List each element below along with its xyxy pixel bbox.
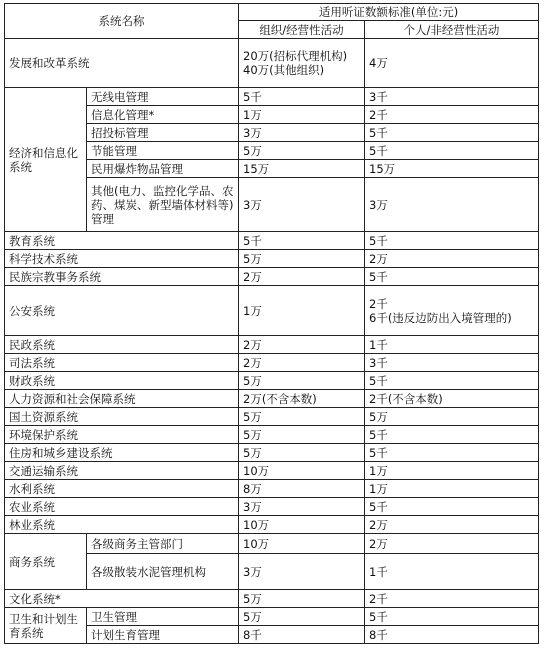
personal-amount: 2千 xyxy=(365,590,539,608)
personal-amount: 2千 xyxy=(365,106,539,124)
personal-amount: 5千 xyxy=(365,268,539,286)
org-amount: 5万 xyxy=(239,142,365,160)
system-name: 卫生和计划生育系统 xyxy=(5,608,87,644)
system-name: 林业系统 xyxy=(5,516,239,534)
org-amount: 2万 xyxy=(239,354,365,372)
personal-amount: 5千 xyxy=(365,444,539,462)
system-name: 公安系统 xyxy=(5,286,239,336)
system-name: 发展和改革系统 xyxy=(5,39,239,88)
personal-amount xyxy=(365,286,539,336)
personal-amount: 2万 xyxy=(365,534,539,554)
sub-system-name: 各级商务主管部门 xyxy=(87,534,239,554)
sub-system-name: 无线电管理 xyxy=(87,88,239,106)
table-row xyxy=(5,408,539,426)
table-row xyxy=(5,268,539,286)
personal-amount: 8千 xyxy=(365,626,539,644)
table-row xyxy=(5,590,539,608)
personal-amount-line: 2千 xyxy=(369,296,388,311)
personal-amount: 1千 xyxy=(365,336,539,354)
personal-amount: 5千 xyxy=(365,232,539,250)
org-amount: 1万 xyxy=(239,286,365,336)
header-personal: 个人/非经营性活动 xyxy=(365,21,539,39)
table-row xyxy=(5,232,539,250)
personal-amount: 5千 xyxy=(365,498,539,516)
sub-system-name: 卫生管理 xyxy=(87,608,239,626)
personal-amount: 3千 xyxy=(365,88,539,106)
org-amount: 5万 xyxy=(239,250,365,268)
org-amount: 5万 xyxy=(239,426,365,444)
org-amount-line: 40万(其他组织) xyxy=(243,63,325,77)
table-row xyxy=(5,608,539,626)
header-row xyxy=(5,4,539,21)
org-amount: 3万 xyxy=(239,178,365,232)
org-amount: 8千 xyxy=(239,626,365,644)
org-amount: 5万 xyxy=(239,408,365,426)
system-name: 水利系统 xyxy=(5,480,239,498)
org-amount: 5千 xyxy=(239,88,365,106)
table-row xyxy=(5,88,539,106)
system-name: 农业系统 xyxy=(5,498,239,516)
system-name: 司法系统 xyxy=(5,354,239,372)
org-amount: 10万 xyxy=(239,462,365,480)
personal-amount: 5千 xyxy=(365,372,539,390)
org-amount: 10万 xyxy=(239,534,365,554)
sub-system-name: 民用爆炸物品管理 xyxy=(87,160,239,178)
table-row xyxy=(5,390,539,408)
table-row xyxy=(5,336,539,354)
system-name: 商务系统 xyxy=(5,534,87,590)
table-row xyxy=(5,286,539,336)
table-row xyxy=(5,480,539,498)
header-org: 组织/经营性活动 xyxy=(239,21,365,39)
system-name: 财政系统 xyxy=(5,372,239,390)
table-row xyxy=(5,462,539,480)
table-row xyxy=(5,426,539,444)
org-amount: 2万 xyxy=(239,268,365,286)
system-name: 住房和城乡建设系统 xyxy=(5,444,239,462)
sub-system-name: 信息化管理* xyxy=(87,106,239,124)
system-name: 文化系统* xyxy=(5,590,239,608)
personal-amount: 5千 xyxy=(365,608,539,626)
system-name: 环境保护系统 xyxy=(5,426,239,444)
header-system-name: 系统名称 xyxy=(5,4,239,39)
table-row xyxy=(5,444,539,462)
personal-amount: 3万 xyxy=(365,178,539,232)
org-amount: 3万 xyxy=(239,124,365,142)
personal-amount: 5千 xyxy=(365,124,539,142)
org-amount: 5万 xyxy=(239,372,365,390)
table-row xyxy=(5,250,539,268)
table-row xyxy=(5,354,539,372)
table-row xyxy=(5,498,539,516)
org-amount: 2万 xyxy=(239,336,365,354)
personal-amount: 3千 xyxy=(365,354,539,372)
org-amount: 5千 xyxy=(239,232,365,250)
org-amount: 5万 xyxy=(239,444,365,462)
personal-amount: 1千 xyxy=(365,554,539,590)
org-amount xyxy=(239,39,365,88)
table-row xyxy=(5,39,539,88)
table-row xyxy=(5,516,539,534)
personal-amount: 2万 xyxy=(365,250,539,268)
org-amount-line: 20万(招标代理机构) xyxy=(243,49,348,63)
personal-amount: 5万 xyxy=(365,408,539,426)
system-name: 人力资源和社会保障系统 xyxy=(5,390,239,408)
org-amount: 2万(不含本数) xyxy=(239,390,365,408)
system-name: 交通运输系统 xyxy=(5,462,239,480)
system-name: 国土资源系统 xyxy=(5,408,239,426)
sub-system-name: 各级散装水泥管理机构 xyxy=(87,554,239,590)
sub-system-name: 节能管理 xyxy=(87,142,239,160)
personal-amount-line: 6千(违反边防出入境管理的) xyxy=(369,310,512,325)
personal-amount: 2万 xyxy=(365,516,539,534)
hearing-standard-table xyxy=(4,3,539,644)
header-standard: 适用听证数额标准(单位:元) xyxy=(239,4,539,21)
table-row xyxy=(5,372,539,390)
table-row xyxy=(5,534,539,554)
sub-system-name: 招投标管理 xyxy=(87,124,239,142)
org-amount: 15万 xyxy=(239,160,365,178)
personal-amount: 1万 xyxy=(365,462,539,480)
org-amount: 3万 xyxy=(239,498,365,516)
org-amount: 3万 xyxy=(239,554,365,590)
org-amount: 8万 xyxy=(239,480,365,498)
system-name: 民族宗教事务系统 xyxy=(5,268,239,286)
sub-system-name: 计划生育管理 xyxy=(87,626,239,644)
personal-amount: 5千 xyxy=(365,142,539,160)
personal-amount: 2千(不含本数) xyxy=(365,390,539,408)
org-amount: 5万 xyxy=(239,608,365,626)
org-amount: 10万 xyxy=(239,516,365,534)
org-amount: 1万 xyxy=(239,106,365,124)
system-name: 科学技术系统 xyxy=(5,250,239,268)
personal-amount: 15万 xyxy=(365,160,539,178)
personal-amount: 1万 xyxy=(365,480,539,498)
system-name: 民政系统 xyxy=(5,336,239,354)
sub-system-name: 其他(电力、监控化学品、农药、煤炭、新型墙体材料等)管理 xyxy=(87,178,239,232)
system-name: 经济和信息化系统 xyxy=(5,88,87,232)
org-amount: 5万 xyxy=(239,590,365,608)
system-name: 教育系统 xyxy=(5,232,239,250)
personal-amount: 5千 xyxy=(365,426,539,444)
personal-amount: 4万 xyxy=(365,39,539,88)
